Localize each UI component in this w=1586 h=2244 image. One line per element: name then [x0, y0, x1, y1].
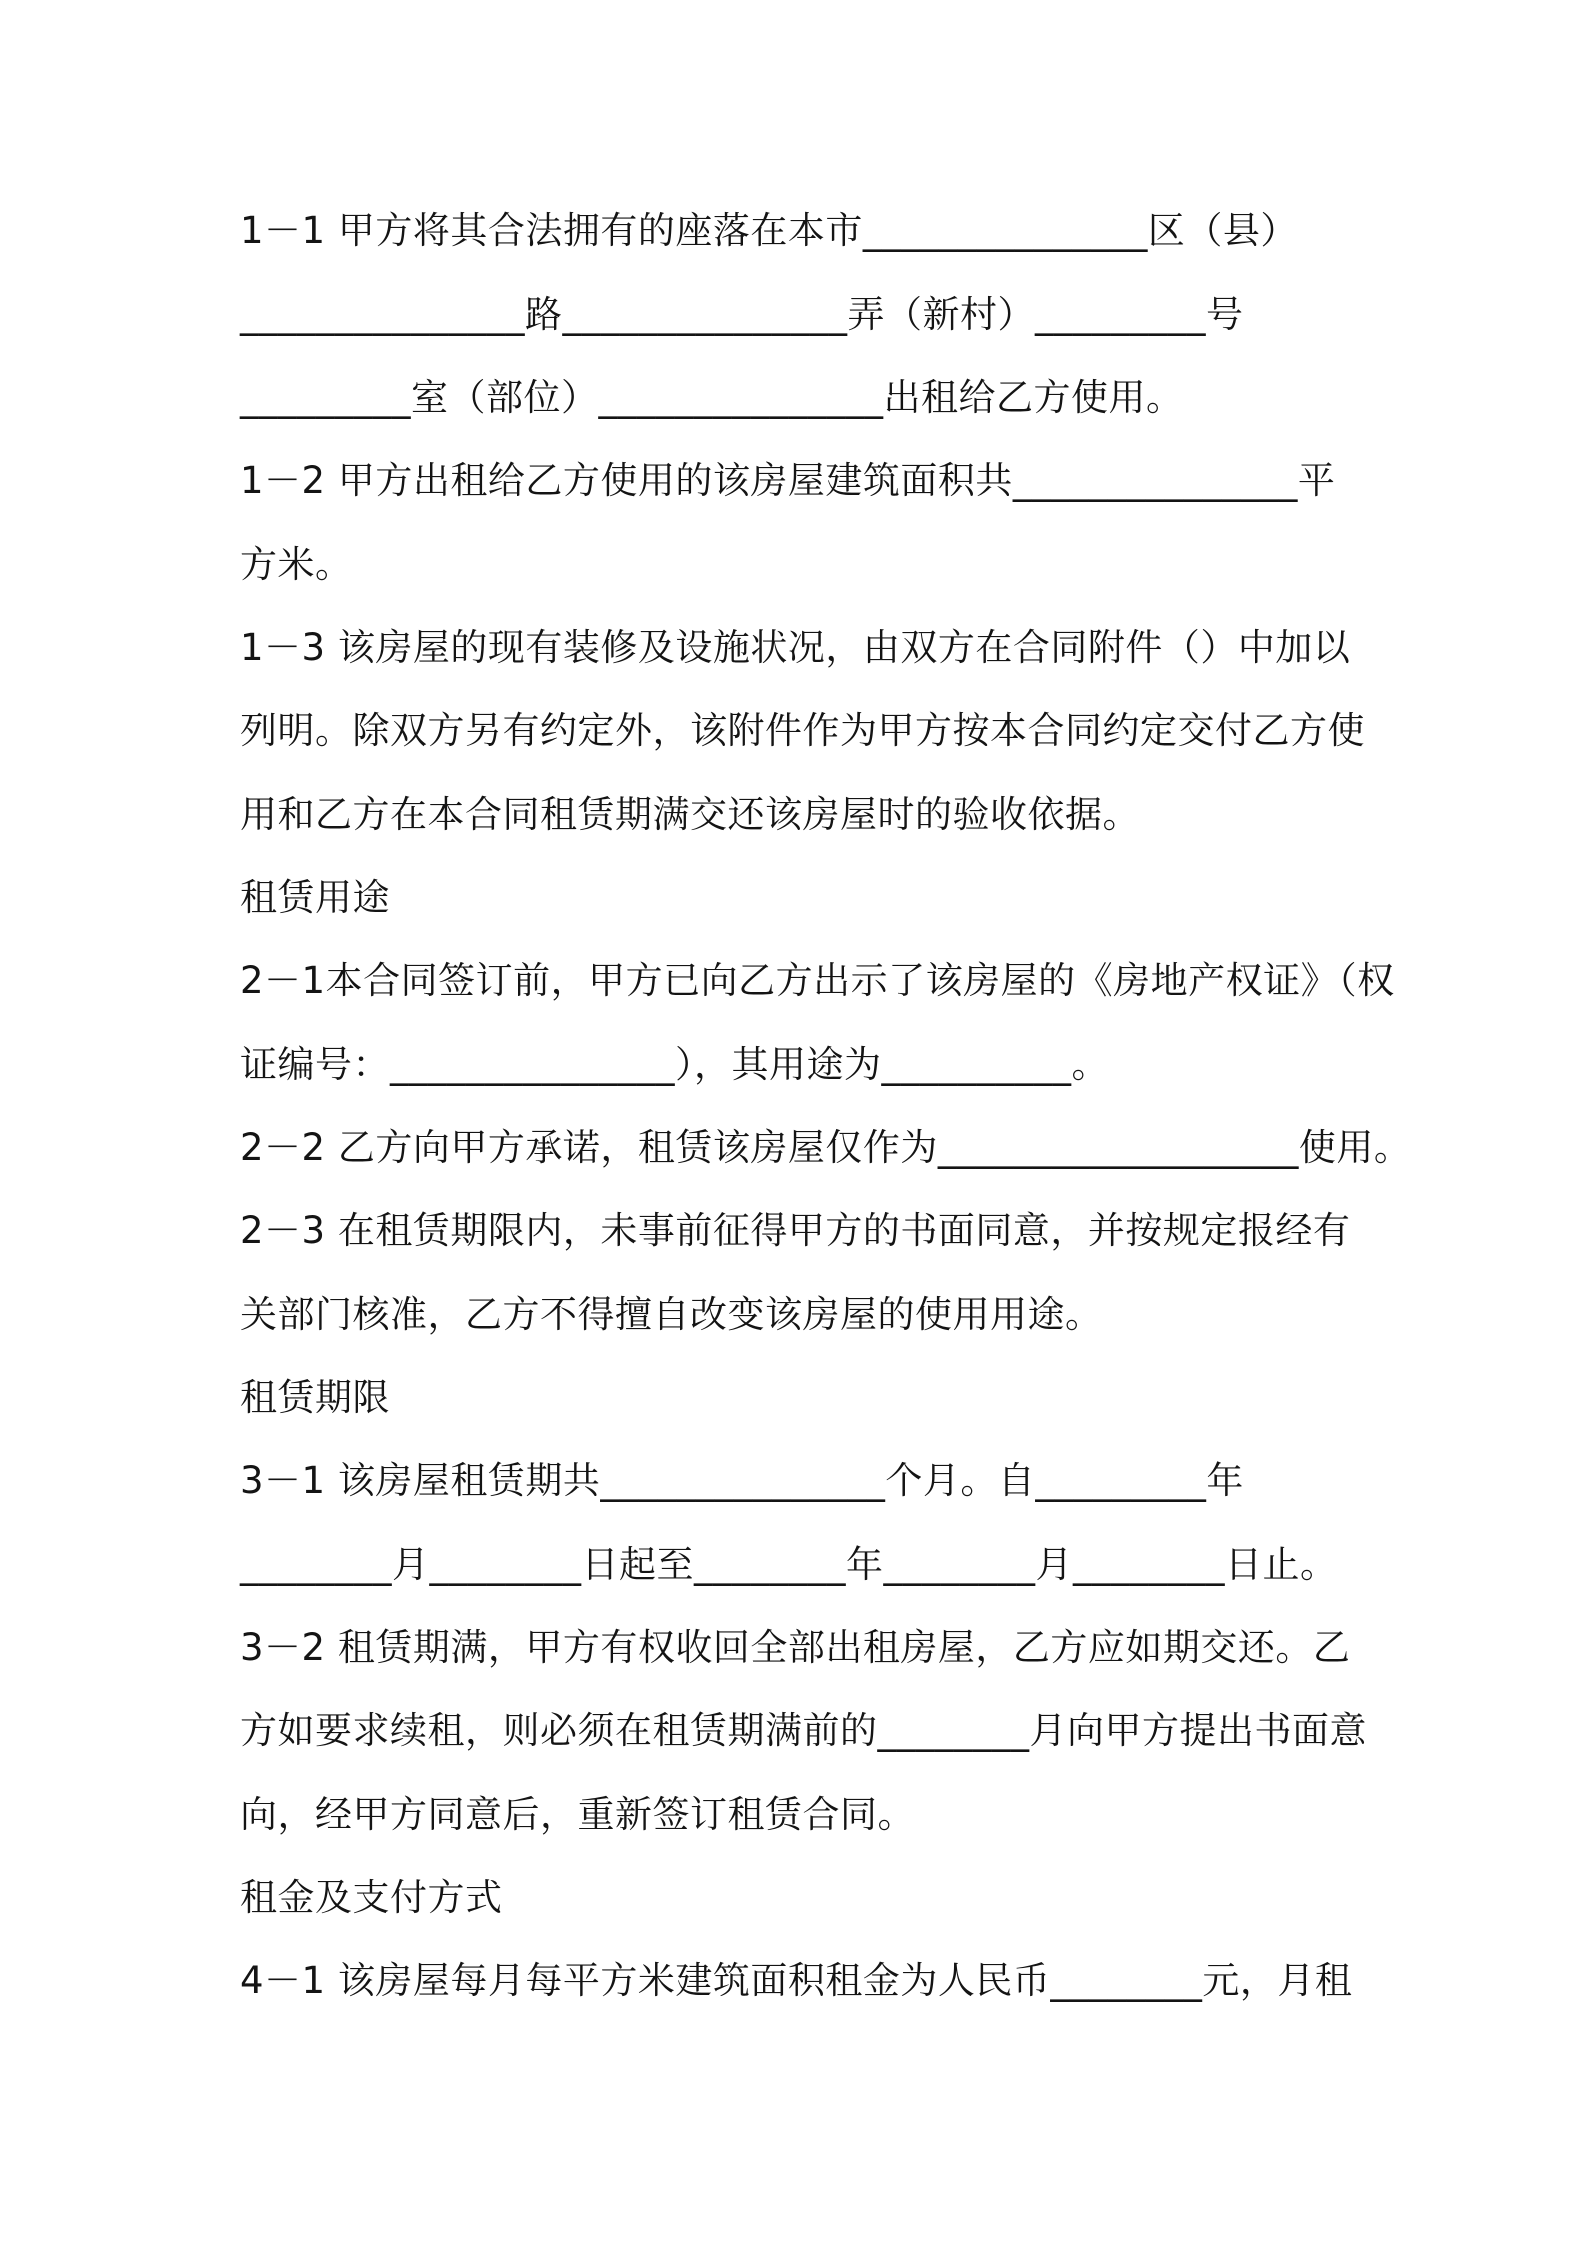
clause-3-2-line-2: 方如要求续租，则必须在租赁期满前的________月向甲方提出书面意 [240, 1709, 1367, 1752]
clause-3-2-line-3: 向，经甲方同意后，重新签订租赁合同。 [240, 1793, 915, 1836]
clause-4-1-line-1: 4－1 该房屋每月每平方米建筑面积租金为人民币________元，月租 [240, 1959, 1353, 2002]
section-heading-term: 租赁期限 [240, 1376, 390, 1419]
clause-1-3-line-2: 列明。除双方另有约定外，该附件作为甲方按本合同约定交付乙方使 [240, 709, 1365, 752]
clause-3-1-line-1: 3－1 该房屋租赁期共_______________个月。自_________年 [240, 1459, 1244, 1502]
clause-1-1-line-3: _________室（部位）_______________出租给乙方使用。 [240, 376, 1184, 419]
section-heading-usage: 租赁用途 [240, 876, 390, 919]
clause-1-1-line-2: _______________路_______________弄（新村）_________号 [240, 293, 1244, 336]
clause-3-2-line-1: 3－2 租赁期满，甲方有权收回全部出租房屋，乙方应如期交还。乙 [240, 1626, 1351, 1669]
section-heading-rent: 租金及支付方式 [240, 1876, 503, 1919]
clause-2-3-line-2: 关部门核准，乙方不得擅自改变该房屋的使用用途。 [240, 1293, 1103, 1336]
clause-1-3-line-3: 用和乙方在本合同租赁期满交还该房屋时的验收依据。 [240, 793, 1140, 836]
clause-3-1-line-2: ________月________日起至________年________月________日止。 [240, 1543, 1338, 1586]
clause-2-1-line-2: 证编号：_______________），其用途为__________。 [240, 1043, 1109, 1086]
clause-2-2-line-1: 2－2 乙方向甲方承诺，租赁该房屋仅作为___________________使用。 [240, 1126, 1412, 1169]
clause-1-2-line-2: 方米。 [240, 543, 353, 586]
clause-2-1-line-1: 2－1本合同签订前，甲方已向乙方出示了该房屋的《房地产权证》（权 [240, 959, 1395, 1002]
clause-1-3-line-1: 1－3 该房屋的现有装修及设施状况，由双方在合同附件（）中加以 [240, 626, 1351, 669]
clause-1-2-line-1: 1－2 甲方出租给乙方使用的该房屋建筑面积共_______________平 [240, 459, 1336, 502]
clause-1-1-line-1: 1－1 甲方将其合法拥有的座落在本市_______________区（县） [240, 209, 1298, 252]
clause-2-3-line-1: 2－3 在租赁期限内，未事前征得甲方的书面同意，并按规定报经有 [240, 1209, 1351, 1252]
